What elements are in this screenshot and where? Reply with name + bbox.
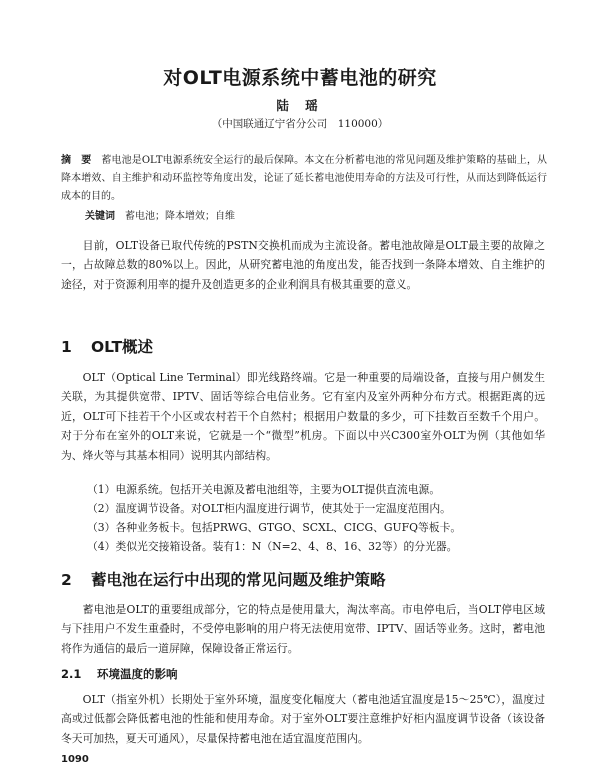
- section-1-number: 1: [61, 338, 72, 356]
- section-1-paragraph: OLT（Optical Line Terminal）即光线路终端。它是一种重要的局端设备，直接与用户侧发生关联，为其提供宽带、IPTV、固话等综合电信业务。它有室内及室外两种分布方式。根据距离的远近，OLT可下挂若干个小区或农村若干个自然村；根据用户数量的多少，可下挂数百至数千个用户。对于分布在室外的OLT来说，它就是一个“微型”机房。下面以中兴C300室外OLT为例（其他如华为、烽火等与其基本相同）说明其内部结构。: [61, 371, 545, 462]
- author-affiliation: （中国联通辽宁省分公司 110000）: [211, 118, 389, 130]
- page-number: 1090: [61, 754, 89, 765]
- list-item: （3）各种业务板卡。包括PRWG、GTGO、SCXL、CICG、GUFQ等板卡。: [87, 521, 462, 534]
- intro-paragraph: 目前，OLT设备已取代传统的PSTN交换机而成为主流设备。蓄电池故障是OLT最主要的故障之一，占故障总数的80%以上。因此，从研究蓄电池的角度出发，能否找到一条降本增效、自主维护的途径，对于资源利用率的提升及创造更多的企业利润具有极其重要的意义。: [61, 239, 545, 291]
- section-2-number: 2: [61, 571, 72, 589]
- paper-title: 对OLT电源系统中蓄电池的研究: [163, 67, 437, 89]
- abstract: [61, 152, 547, 206]
- section-2-1-title: 环境温度的影响: [97, 667, 178, 681]
- author-name: 陆 瑶: [276, 98, 324, 113]
- section-2-title: 蓄电池在运行中出现的常见问题及维护策略: [91, 571, 386, 589]
- list-item: （1）电源系统。包括开关电源及蓄电池组等，主要为OLT提供直流电源。: [87, 483, 441, 496]
- section-2-1-heading: [61, 666, 178, 682]
- abstract-label: 摘 要: [61, 155, 92, 166]
- section-2-1-number: 2.1: [61, 667, 82, 681]
- section-2-1-paragraph: OLT（指室外机）长期处于室外环境，温度变化幅度大（蓄电池适宜温度是15～25℃），温度过高或过低都会降低蓄电池的性能和使用寿命。对于室外OLT要注意维护好柜内温度调节设备（该设备冬天可加热，夏天可通风），尽量保持蓄电池在适宜温度范围内。: [61, 693, 545, 745]
- section-2-heading: [61, 568, 386, 590]
- list-item: （2）温度调节设备。对OLT柜内温度进行调节，使其处于一定温度范围内。: [87, 502, 451, 515]
- section-1-title: OLT概述: [91, 338, 154, 356]
- keywords-label: 关键词: [85, 211, 115, 222]
- keywords: [85, 209, 545, 225]
- section-2-paragraph: 蓄电池是OLT的重要组成部分，它的特点是使用量大，淘汰率高。市电停电后，当OLT停电区域与下挂用户不发生重叠时，不受停电影响的用户将无法使用宽带、IPTV、固话等业务。这时，蓄电池将作为通信的最后一道屏障，保障设备正常运行。: [61, 603, 545, 655]
- abstract-text: 蓄电池是OLT电源系统安全运行的最后保障。本文在分析蓄电池的常见问题及维护策略的基础上，从降本增效、自主维护和动环监控等角度出发，论证了延长蓄电池使用寿命的方法及可行性，从而达到降低运行成本的目的。: [61, 155, 547, 202]
- section-1-heading: [61, 335, 153, 357]
- list-item: （4）类似光交接箱设备。装有1：N（N=2、4、8、16、32等）的分光器。: [87, 540, 458, 553]
- keywords-text: 蓄电池；降本增效；自维: [125, 211, 235, 222]
